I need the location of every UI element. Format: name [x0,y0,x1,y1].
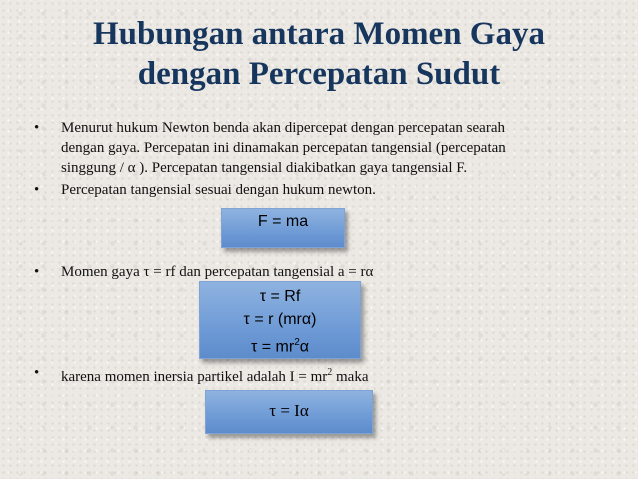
formula-box-newton [221,208,345,248]
bullet-line: singgung / α ). Percepatan tangensial diakibatkan gaya tangensial F. [61,160,468,176]
bullet-superscript: 2 [327,367,333,378]
formula-line: τ = r (mrα) [243,311,317,328]
formula-box-torque [199,281,361,359]
bullet-text [61,363,596,387]
bullet-item-newton [34,118,596,178]
formula-box-inertia [205,390,373,434]
bullet-symbol: • [34,264,40,280]
title-line-2: dengan Percepatan Sudut [137,56,501,92]
bullet-line: Momen gaya τ = rf dan percepatan tangensial a = rα [61,264,374,280]
bullet-text [61,118,596,178]
formula-line: F = ma [257,213,309,230]
bullet-item-torque [34,262,596,282]
formula-superscript: 2 [294,337,300,348]
slide-title [0,14,638,94]
bullet-item-tangential [34,180,596,200]
formula-text: α [299,338,310,356]
formula-line: τ = Iα [269,401,309,420]
formula-line: τ = Rf [259,288,301,305]
title-line-1: Hubungan antara Momen Gaya [93,16,545,52]
bullet-symbol: • [34,120,40,136]
bullet-line: Menurut hukum Newton benda akan dipercepat dengan percepatan searah [61,120,505,136]
bullet-line: maka [332,369,369,385]
bullet-line: karena momen inersia partikel adalah I = mr [61,369,328,385]
formula-text: τ = mr [250,338,295,356]
bullet-line: Percepatan tangensial sesuai dengan hukum newton. [61,182,376,198]
bullet-line: dengan gaya. Percepatan ini dinamakan percepatan tangensial (percepatan [61,140,506,156]
bullet-item-inertia [34,363,596,387]
formula-line [200,331,360,358]
bullet-symbol: • [34,182,40,198]
bullet-symbol: • [34,365,40,381]
